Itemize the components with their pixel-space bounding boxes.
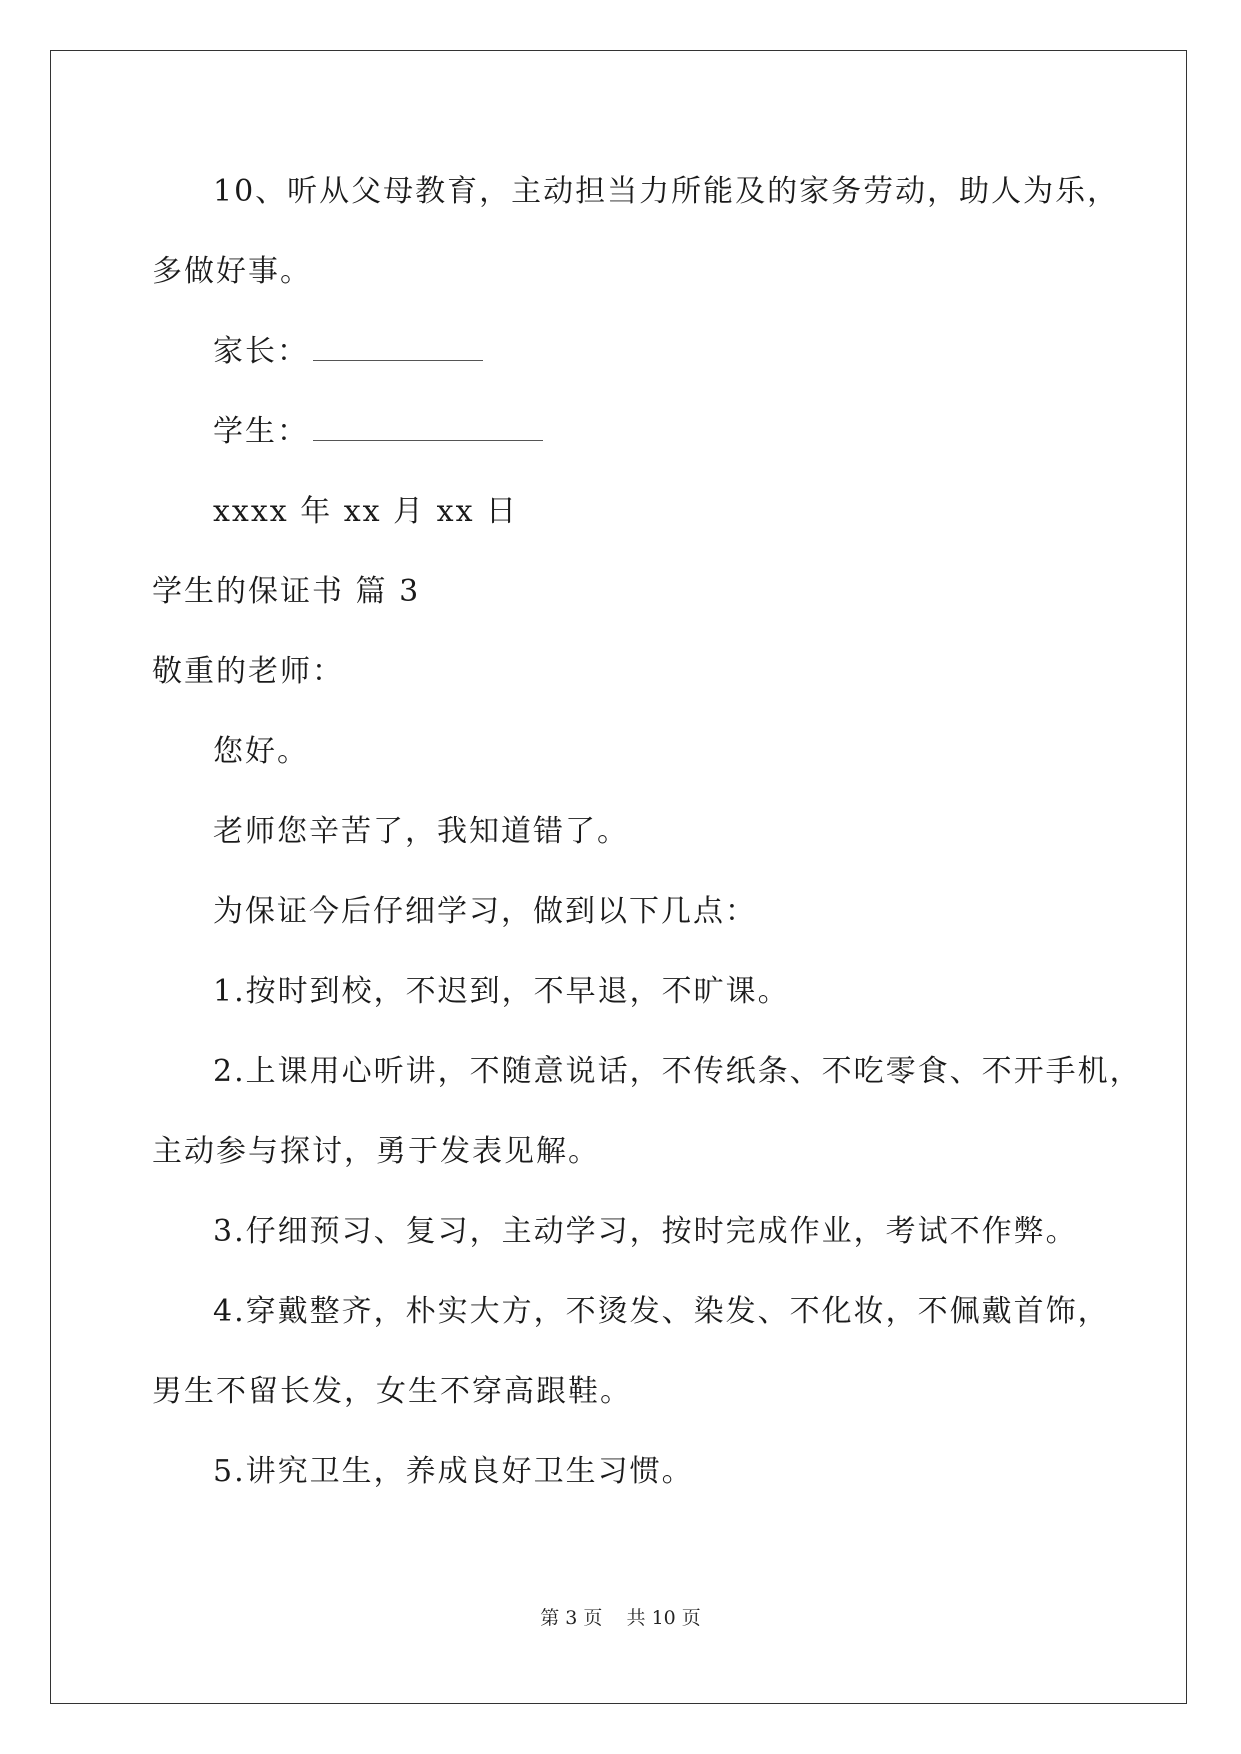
paragraph-line-10-part2: 多做好事。 xyxy=(152,254,312,289)
intro-line: 为保证今后仔细学习，做到以下几点： xyxy=(213,894,757,929)
student-signature-line xyxy=(213,412,543,452)
pledge-item-4-part2: 男生不留长发，女生不穿高跟鞋。 xyxy=(152,1374,632,1409)
greeting: 您好。 xyxy=(213,734,309,769)
pledge-item-1: 1.按时到校，不迟到，不早退，不旷课。 xyxy=(213,974,790,1009)
pledge-item-2-part2: 主动参与探讨，勇于发表见解。 xyxy=(152,1134,600,1169)
parent-label: 家长： xyxy=(213,334,309,369)
parent-signature-line xyxy=(213,332,483,372)
page-footer xyxy=(0,1606,1241,1630)
apology-line: 老师您辛苦了，我知道错了。 xyxy=(213,814,629,849)
section-heading: 学生的保证书 篇 3 xyxy=(152,574,421,609)
page-number: 第 3 页 xyxy=(540,1607,603,1629)
parent-signature-blank[interactable] xyxy=(313,332,483,361)
student-label: 学生： xyxy=(213,414,309,449)
pledge-item-2-part1: 2.上课用心听讲，不随意说话，不传纸条、不吃零食、不开手机， xyxy=(213,1054,1142,1089)
salutation: 敬重的老师： xyxy=(152,654,344,689)
date-line: xxxx 年 xx 月 xx 日 xyxy=(213,494,519,529)
pledge-item-4-part1: 4.穿戴整齐，朴实大方，不烫发、染发、不化妆，不佩戴首饰， xyxy=(213,1294,1110,1329)
paragraph-line-10-part1: 10、听从父母教育，主动担当力所能及的家务劳动，助人为乐， xyxy=(213,174,1120,209)
page-total: 共 10 页 xyxy=(626,1607,701,1629)
pledge-item-5: 5.讲究卫生，养成良好卫生习惯。 xyxy=(213,1454,694,1489)
pledge-item-3: 3.仔细预习、复习，主动学习，按时完成作业，考试不作弊。 xyxy=(213,1214,1078,1249)
student-signature-blank[interactable] xyxy=(313,412,543,441)
